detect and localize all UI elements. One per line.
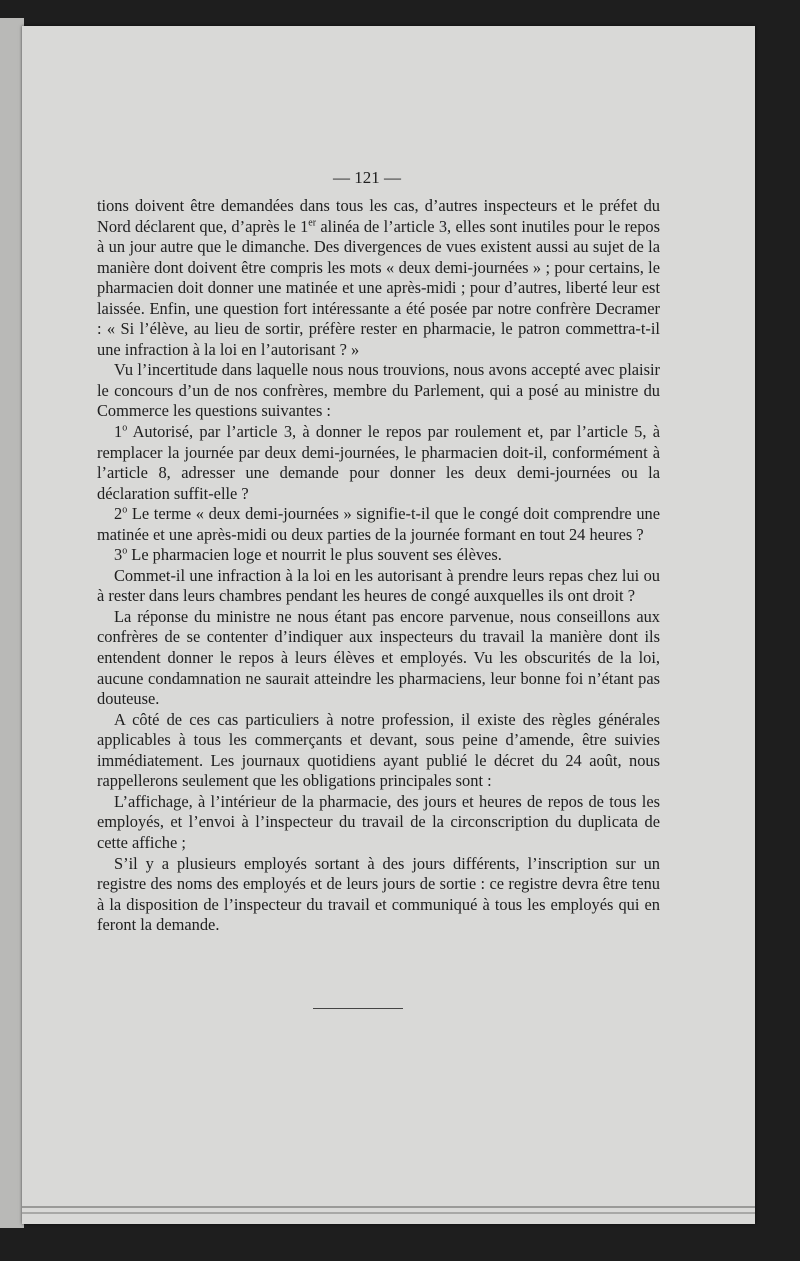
paragraph-2: Vu l’incertitude dans laquelle nous nous trouvions, nous avons accepté avec plaisir le concours d’un de nos confrères, membre du Parlement, qui a posé au ministre du Commerce les questions suivantes : — [97, 360, 660, 421]
underlying-page-edge — [0, 18, 24, 1228]
document-page — [22, 26, 755, 1224]
page-number: — 121 — — [333, 168, 401, 187]
paragraph-10: S’il y a plusieurs employés sortant à des jours différents, l’inscription sur un registre des noms des employés et de leurs jours de sortie : ce registre devra être tenu à la disposition de l’inspecteur du travail et communiqué à tous les employés qui en feront la demande. — [97, 853, 660, 935]
closing-rule — [313, 1008, 403, 1009]
paragraph-7: La réponse du ministre ne nous étant pas encore parvenue, nous conseillons aux confrères de se contenter d’indiquer aux inspecteurs du travail la manière dont ils entendent donner le repos à leurs élèves et employés. Vu les obscurités de la loi, aucune condamnation ne saurait atteindre les pharmaciens, leur bonne foi n’étant pas douteuse. — [97, 606, 660, 709]
page-bottom-edge — [22, 1206, 755, 1208]
page-bottom-edge-2 — [22, 1212, 755, 1214]
paragraph-5: 3$^o$ Le pharmacien loge et nourrit le plus souvent ses élèves. — [114, 545, 502, 565]
paragraph-6: Commet-il une infraction à la loi en les autorisant à prendre leurs repas chez lui ou à rester dans leurs chambres pendant les heures de congé auxquelles ils ont droit ? — [97, 565, 660, 606]
paragraph-3: 1$^o$ Autorisé, par l’article 3, à donner le repos par roulement et, par l’article 5, à remplacer la journée par deux demi-journées, le pharmacien doit-il, conformément à l’article 8, adresser une demande pour donner les deux demi-journées ou la déclaration suffit-elle ? — [97, 422, 660, 503]
paragraph-8: A côté de ces cas particuliers à notre profession, il existe des règles générales applicables à tous les commerçants et devant, sous peine d’amende, être suivies immédiatement. Les journaux quotidiens ayant publié le décret du 24 août, nous rappellerons seulement que les obligations principales sont : — [97, 709, 660, 791]
body-text — [97, 196, 660, 936]
paragraph-4: 2$^o$ Le terme « deux demi-journées » signifie-t-il que le congé doit comprendre une matinée et une après-midi ou deux parties de la journée formant en tout 24 heures ? — [97, 504, 660, 544]
paragraph-9: L’affichage, à l’intérieur de la pharmacie, des jours et heures de repos de tous les employés, et l’envoi à l’inspecteur du travail de la circonscription du duplicata de cette affiche ; — [97, 791, 660, 852]
paragraph-1: tions doivent être demandées dans tous les cas, d’autres inspecteurs et le préfet du Nord déclarent que, d’après le 1er alinéa de l’article 3, elles sont inutiles pour le repos à un jour autre que le dimanche. Des divergences de vues existent aussi au sujet de la manière dont doivent être compris les mots « deux demi-journées » ; pour certains, le pharmacien doit donner une matinée et une après-midi ; pour d’autres, liberté leur est laissée. Enfin, une question fort intéressante a été posée par notre confrère Decramer : « Si l’élève, au lieu de sortir, préfère rester en pharmacie, le patron commettra-t-il une infraction à la loi en l’autorisant ? » — [97, 196, 660, 359]
